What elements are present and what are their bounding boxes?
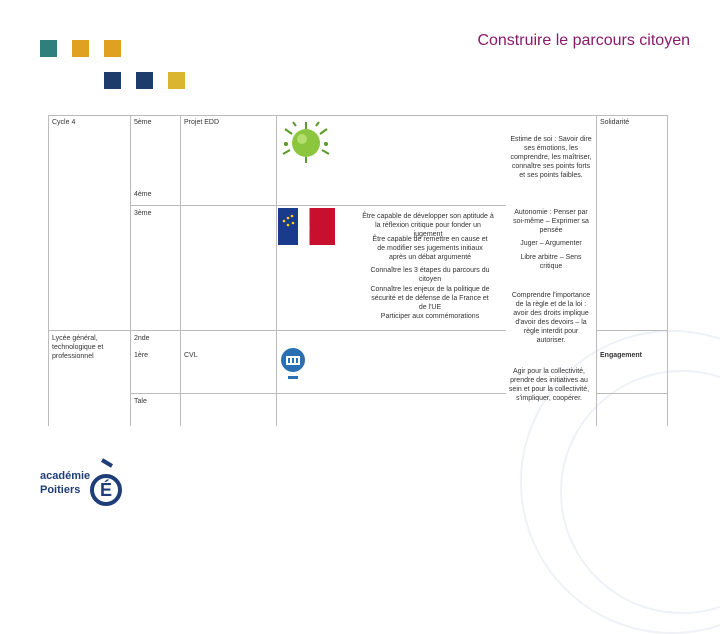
table-border [596, 393, 668, 394]
competence-text: Être capable de développer son aptitude à la réflexion critique pour fonder un jugement [362, 213, 494, 238]
academie-e-emblem [90, 458, 122, 513]
solidarite-label: Solidarité [600, 119, 630, 126]
table-border [596, 115, 597, 426]
table-border [180, 115, 181, 426]
projet-edd-label: Projet EDD [184, 119, 220, 126]
table-border [276, 115, 277, 426]
competence-text: Être capable de remettre en cause et de modifier ses jugements initiaux après un débat argumenté [372, 236, 488, 261]
grade-3eme: 3ème [134, 210, 152, 217]
logo-line-1: académie [40, 470, 91, 482]
table-border [48, 330, 506, 331]
deco-square-navy [104, 72, 121, 89]
lycee-label: Lycée général, technologique et professionnel [52, 335, 104, 360]
competence-text: Connaître les enjeux de la politique de sécurité et de défense de la France et de l'UE [370, 286, 490, 311]
deco-square-gold [168, 72, 185, 89]
france-eu-flags-image [278, 208, 335, 245]
cycle-4-label: Cycle 4 [52, 119, 76, 126]
table-border [130, 115, 131, 426]
table-border [130, 205, 506, 206]
comprendre-text: Comprendre l'importance de la règle et de la loi : avoir des droits implique d'avoir des devoirs – la règle interdit pour autoriser. [511, 292, 591, 344]
svg-text:É: É [99, 480, 113, 500]
cvl-badge-icon [280, 347, 306, 383]
estime-de-soi-text: Estime de soi : Savoir dire ses émotions, les comprendre, les maîtriser, connaître ses points forts et ses points faibles. [510, 136, 592, 179]
deco-square-navy [136, 72, 153, 89]
table-border [596, 330, 668, 331]
juger-text: Juger – Argumenter [520, 240, 582, 247]
grade-2nde: 2nde [134, 335, 150, 342]
engagement-label: Engagement [600, 352, 643, 359]
table-border [48, 115, 49, 426]
grade-5eme: 5ème [134, 119, 152, 126]
grade-tale: Tale [134, 398, 147, 405]
deco-square-orange [72, 40, 89, 57]
table-border [48, 115, 668, 116]
table-border [667, 115, 668, 426]
autonomie-text: Autonomie : Penser par soi-même – Exprimer sa pensée [513, 209, 589, 234]
green-planet-icon [280, 120, 332, 164]
grade-4eme: 4ème [134, 191, 152, 198]
libre-arbitre-text: Libre arbitre – Sens critique [520, 254, 582, 270]
competence-text: Connaître les 3 étapes du parcours du citoyen [370, 267, 490, 283]
table-border [130, 393, 506, 394]
grade-1ere: 1ère [134, 352, 149, 359]
logo-line-2: Poitiers [40, 484, 81, 496]
agir-text: Agir pour la collectivité, prendre des initiatives au sein et pour la collectivité, s'impliquer, coopérer. [508, 368, 590, 402]
academie-poitiers-logo [40, 458, 125, 513]
deco-square-orange [104, 40, 121, 57]
cvl-label: CVL [184, 352, 198, 359]
deco-square-teal [40, 40, 57, 57]
slide-title: Construire le parcours citoyen [477, 32, 690, 49]
competence-text: Participer aux commémorations [380, 313, 480, 320]
parcours-table [48, 115, 668, 426]
